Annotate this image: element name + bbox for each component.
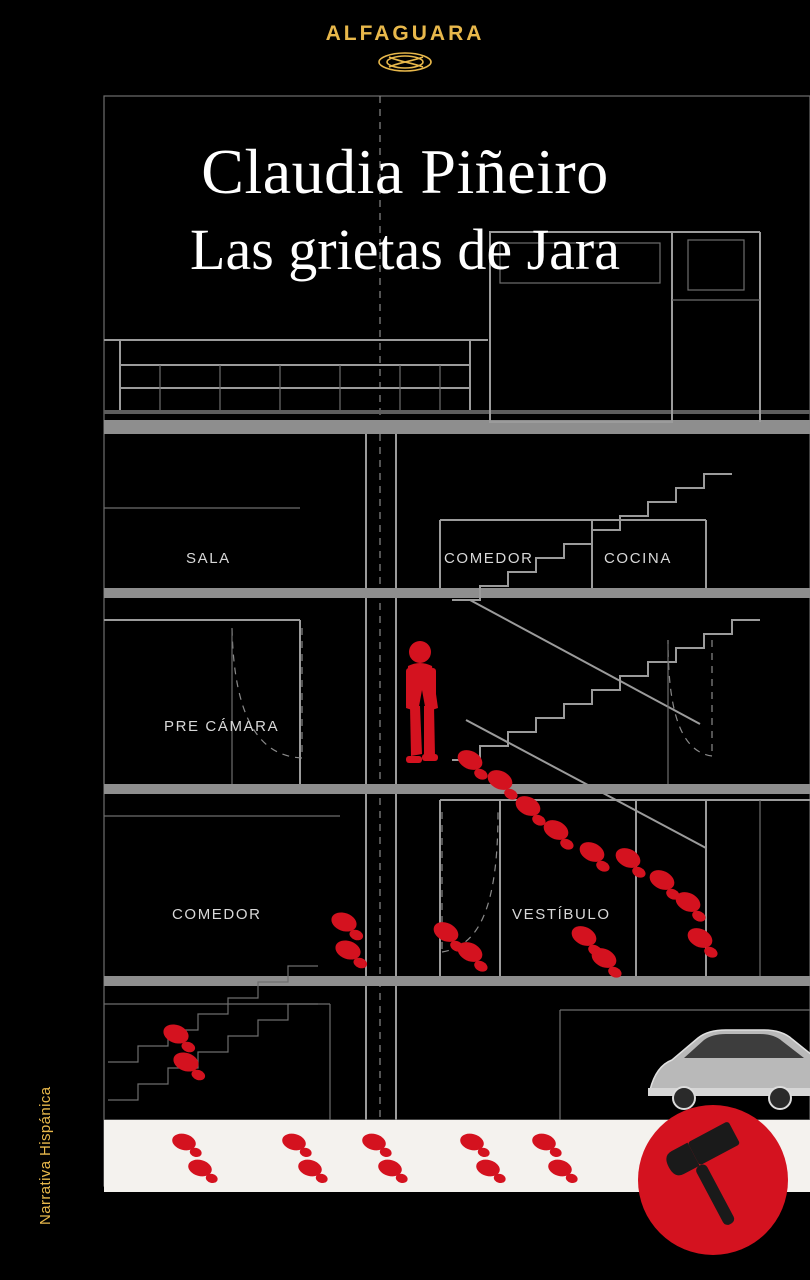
room-label-sala: SALA (186, 550, 231, 567)
hammer-icon (638, 1105, 788, 1255)
room-label-vestibulo: VESTÍBULO (512, 906, 611, 923)
room-label-comedor-lower: COMEDOR (172, 906, 262, 923)
author-name: Claudia Piñeiro (201, 136, 609, 207)
hammer-badge (638, 1105, 788, 1255)
room-label-pre-camara: PRE CÁMARA (164, 718, 280, 735)
collection-name: Narrativa Hispánica (37, 1086, 54, 1225)
room-label-cocina: COCINA (604, 550, 672, 567)
book-title: Las grietas de Jara (190, 217, 620, 282)
title-block (0, 135, 810, 285)
walking-man-figure (406, 641, 438, 763)
publisher-name: ALFAGUARA (325, 22, 485, 45)
room-label-comedor-upper: COMEDOR (444, 550, 534, 567)
parked-car (648, 1030, 810, 1109)
